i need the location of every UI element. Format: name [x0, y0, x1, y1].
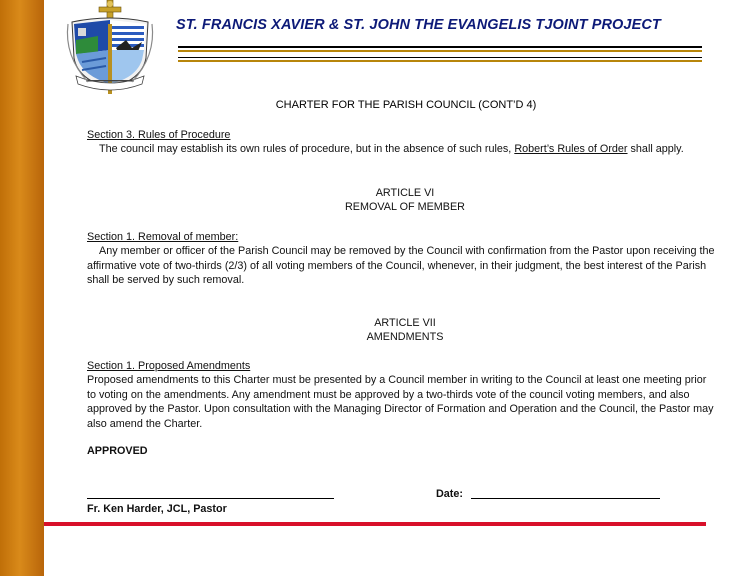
article-vi-heading: [87, 186, 723, 215]
section-rules-of-procedure: [87, 128, 717, 157]
section-heading: Section 3. Rules of Procedure: [87, 129, 231, 141]
parish-crest-icon: [62, 0, 158, 98]
section-proposed-amendments: [87, 359, 717, 431]
article-title: AMENDMENTS: [366, 331, 444, 344]
article-number: ARTICLE VI: [375, 187, 435, 199]
header-rule: [178, 46, 702, 48]
document-title: CHARTER FOR THE PARISH COUNCIL (CONT’D 4): [275, 99, 537, 111]
header-rule: [178, 50, 702, 52]
date-label: Date:: [436, 488, 463, 500]
roberts-rules-link: Robert’s Rules of Order: [514, 143, 628, 156]
approved-label: APPROVED: [87, 445, 148, 457]
signature-line: [87, 498, 334, 499]
article-title: REMOVAL OF MEMBER: [345, 201, 465, 214]
section-text: Any member or officer of the Parish Council may be removed by the Council with confirmation from the Pastor upon receiving the affirmative vote of two-thirds (2/3) of all voting members of the Council, whenever, in their judgment, the best interest of the Parish shall be served by such removal.: [87, 245, 718, 287]
bottom-rule: [44, 522, 706, 526]
header-rule: [178, 60, 702, 62]
header-rule: [178, 57, 702, 58]
section-heading: Section 1. Proposed Amendments: [87, 360, 251, 372]
section-text: shall apply.: [627, 143, 684, 156]
signature-name: Fr. Ken Harder, JCL, Pastor: [87, 503, 227, 515]
section-text: The council may establish its own rules of procedure, but in the absence of such rules,: [87, 143, 515, 156]
section-text: Proposed amendments to this Charter must be presented by a Council member in writing to the Council at least one meeting prior to voting on the amendments. Any amendment must be approved by a two-thirds vote of the council voting members, and also approved by the Pastor. Upon consultation with the Managing Director of Formation and Operation and the Council, the Pastor may also amend the Charter.: [87, 374, 714, 430]
header-title: ST. FRANCIS XAVIER & ST. JOHN THE EVANGELIS TJOINT PROJECT: [176, 17, 661, 33]
article-vii-heading: [87, 316, 723, 345]
date-line: [471, 498, 660, 499]
section-removal-of-member: [87, 230, 717, 288]
section-heading: Section 1. Removal of member:: [87, 231, 239, 243]
left-accent-bar: [0, 0, 44, 576]
article-number: ARTICLE VII: [374, 317, 436, 329]
